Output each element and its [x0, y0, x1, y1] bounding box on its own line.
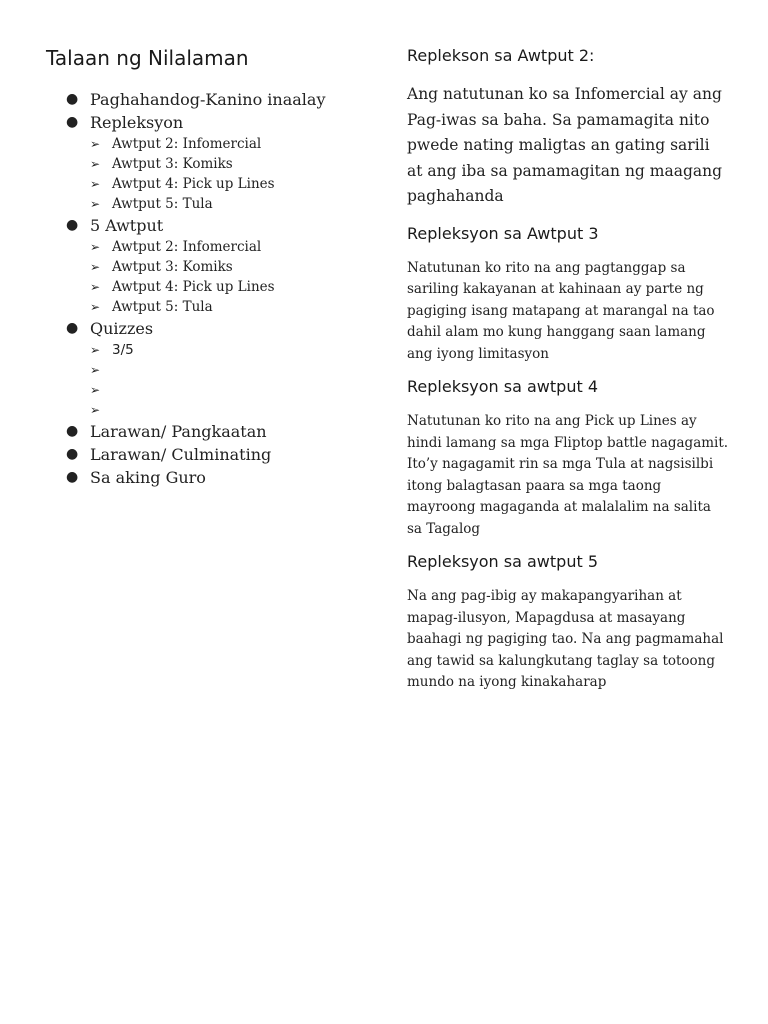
toc-item-label: Larawan/ Pangkaatan: [90, 422, 267, 441]
arrow-bullet-icon: ➢: [90, 260, 101, 274]
toc-item: [46, 443, 366, 466]
reflection-body: Natutunan ko rito na ang pagtanggap sa sariling kakayanan at kahinaan ay parte ng pagiging isang matapang at marangal na tao dahil alam mo kung hanggang saan lamang ang iyong limitasyon: [407, 259, 715, 362]
toc-subitem: [90, 380, 366, 400]
toc-subitem: [90, 154, 366, 174]
reflections-column: [407, 44, 729, 704]
reflection-heading: Repleksyon sa awtput 4: [407, 377, 598, 396]
toc-subitem-label: Awtput 3: Komiks: [112, 259, 233, 275]
toc-item-label: 5 Awtput: [90, 216, 164, 235]
toc-subitem: [90, 297, 366, 317]
arrow-bullet-icon: ➢: [90, 197, 101, 211]
toc-list: [46, 88, 366, 489]
toc-subitem-label: Awtput 2: Infomercial: [112, 136, 262, 152]
toc-item: [46, 420, 366, 443]
arrow-bullet-icon: ➢: [90, 383, 101, 397]
arrow-bullet-icon: ➢: [90, 137, 101, 151]
toc-subitem: [90, 340, 366, 360]
toc-item: [46, 466, 366, 489]
toc-item-label: Paghahandog-Kanino inaalay: [90, 90, 326, 109]
toc-item: [46, 88, 366, 111]
toc-subitem-label: Awtput 4: Pick up Lines: [112, 279, 275, 295]
arrow-bullet-icon: ➢: [90, 363, 101, 377]
arrow-bullet-icon: ➢: [90, 280, 101, 294]
arrow-bullet-icon: ➢: [90, 300, 101, 314]
bullet-icon: ●: [66, 217, 79, 233]
toc-subitem-label: Awtput 5: Tula: [112, 299, 213, 315]
toc-subitem-label: Awtput 5: Tula: [112, 196, 213, 212]
toc-subitem: [90, 257, 366, 277]
arrow-bullet-icon: ➢: [90, 240, 101, 254]
toc-subitem: [90, 400, 366, 420]
toc-subitem-label: Awtput 4: Pick up Lines: [112, 176, 275, 192]
reflection-section: [407, 375, 729, 540]
reflection-heading: Replekson sa Awtput 2:: [407, 46, 595, 65]
bullet-icon: ●: [66, 91, 79, 107]
reflection-heading: Repleksyon sa Awtput 3: [407, 223, 599, 243]
toc-subitem: [90, 277, 366, 297]
reflection-section: [407, 44, 729, 210]
toc-item: [46, 317, 366, 420]
toc-subitem: [90, 134, 366, 154]
toc-subitem: [90, 360, 366, 380]
arrow-bullet-icon: ➢: [90, 403, 101, 417]
toc-title: Talaan ng Nilalaman: [46, 46, 249, 70]
bullet-icon: ●: [66, 469, 79, 485]
table-of-contents: [46, 44, 366, 489]
reflection-body: Natutunan ko rito na ang Pick up Lines ay hindi lamang sa mga Fliptop battle nagagamit. Ito’y nagagamit rin sa mga Tula at nagsisilbi itong balagtasan paara sa mga taong mayroong magaganda at malalalim na salita sa Tagalog: [407, 413, 729, 537]
reflection-body: Na ang pag-ibig ay makapangyarihan at mapag-ilusyon, Mapagdusa at masayang baahagi ng pagiging tao. Na ang pagmamahal ang tawid sa kalungkutang taglay sa totoong mundo na iyong kinakaharap: [407, 588, 724, 690]
reflection-body: Ang natutunan ko sa Infomercial ay ang Pag-iwas sa baha. Sa pamamagita nito pwede nating maligtas an gating sarili at ang iba sa pamamagitan ng maagang paghahanda: [407, 85, 723, 205]
toc-sublist: [90, 134, 366, 214]
toc-sublist: [90, 237, 366, 317]
toc-item: [46, 214, 366, 317]
bullet-icon: ●: [66, 423, 79, 439]
toc-subitem-label: 3/5: [112, 342, 134, 358]
bullet-icon: ●: [66, 114, 79, 130]
toc-subitem-label: Awtput 2: Infomercial: [112, 239, 262, 255]
toc-subitem: [90, 194, 366, 214]
toc-subitem: [90, 174, 366, 194]
arrow-bullet-icon: ➢: [90, 343, 101, 357]
toc-item: [46, 111, 366, 214]
toc-subitem: [90, 237, 366, 257]
bullet-icon: ●: [66, 320, 79, 336]
reflection-section: [407, 222, 729, 366]
toc-item-label: Quizzes: [90, 319, 154, 338]
toc-item-label: Larawan/ Culminating: [90, 445, 272, 464]
toc-item-label: Repleksyon: [90, 113, 184, 132]
toc-sublist: [90, 340, 366, 420]
arrow-bullet-icon: ➢: [90, 177, 101, 191]
toc-subitem-label: Awtput 3: Komiks: [112, 156, 233, 172]
reflection-heading: Repleksyon sa awtput 5: [407, 552, 598, 571]
arrow-bullet-icon: ➢: [90, 157, 101, 171]
reflection-section: [407, 550, 729, 694]
toc-item-label: Sa aking Guro: [90, 468, 206, 487]
bullet-icon: ●: [66, 446, 79, 462]
